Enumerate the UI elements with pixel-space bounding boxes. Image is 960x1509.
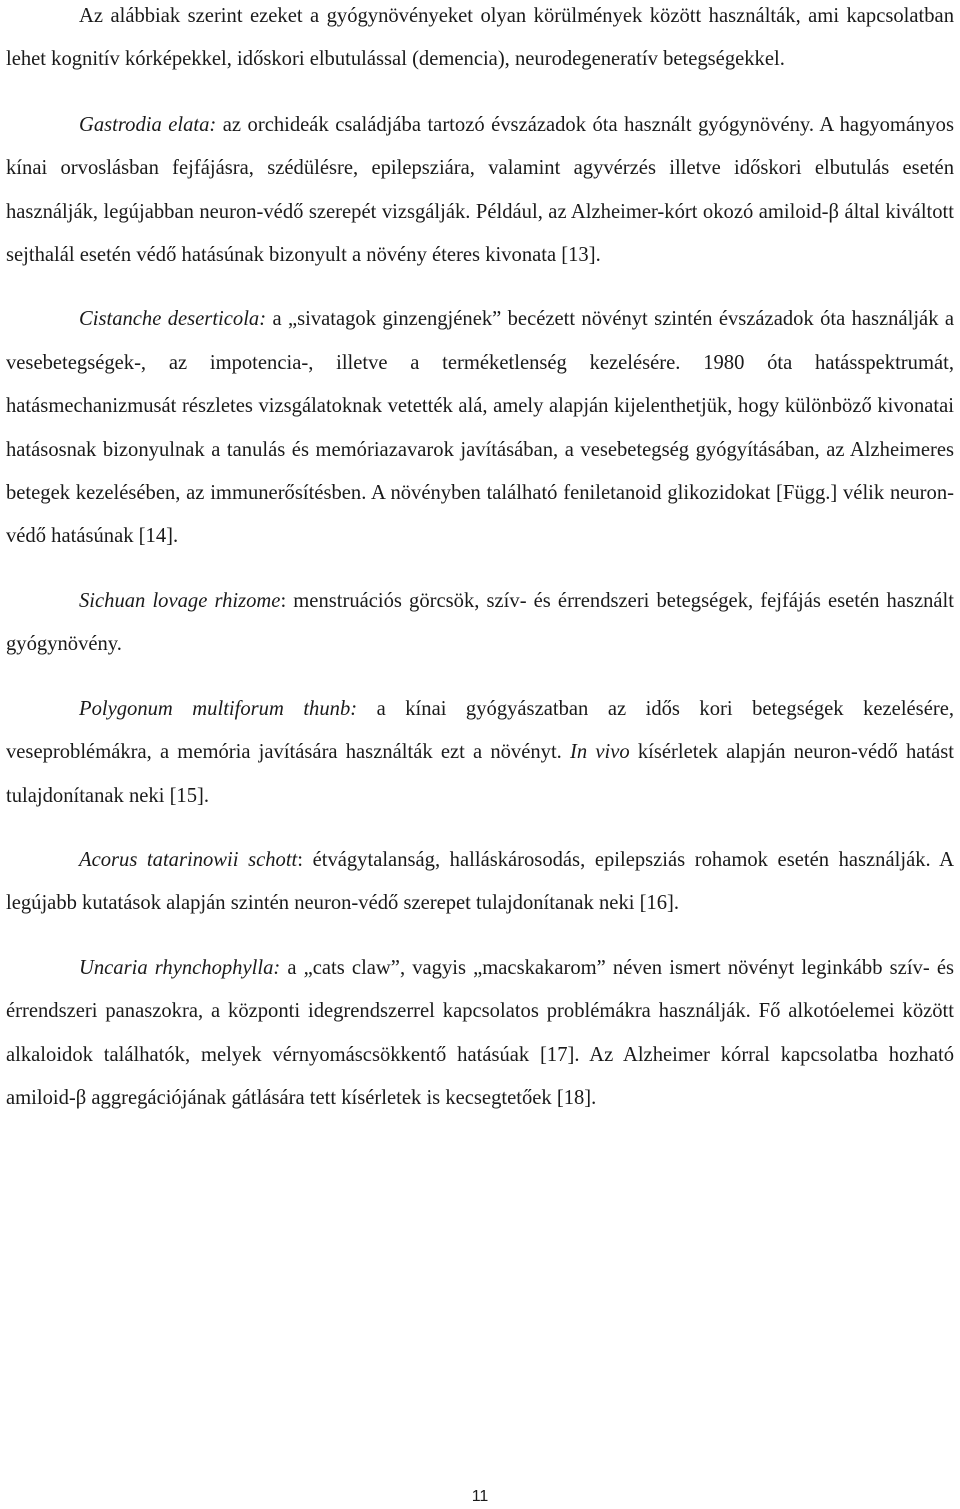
plant-name: Polygonum multiforum thunb: [79,697,358,720]
paragraph-polygonum-multiforum [6,688,954,818]
paragraph-intro [6,0,954,82]
paragraph-acorus-tatarinowii [6,839,954,926]
in-vivo-term: In vivo [570,741,630,764]
paragraph-body: a kínai gyógyászatban az idős kori betegségek kezelésére, veseproblémákra, a memória javítására használták ezt a növényt. [6,697,954,764]
paragraph-uncaria-rhynchophylla [6,947,954,1121]
paragraph-body: : étvágytalanság, halláskárosodás, epilepsziás rohamok esetén használják. A legújabb kutatások alapján szintén neuron-védő szerepet tulajdonítanak neki [16]. [6,848,954,915]
paragraph-body: : menstruációs görcsök, szív- és érrendszeri betegségek, fejfájás esetén használt gyógynövény. [6,589,954,656]
paragraph-gastrodia-elata [6,104,954,278]
plant-name: Cistanche deserticola: [79,308,267,331]
plant-name: Acorus tatarinowii schott [79,848,298,871]
intro-text: Az alábbiak szerint ezeket a gyógynövényeket olyan körülmények között használták, ami kapcsolatban lehet kognitív kórképekkel, időskori elbutulással (demencia), neurodegeneratív betegségekkel. [6,5,954,71]
paragraph-body: a „sivatagok ginzengjének” becézett növényt szintén évszázadok óta használják a vesebetegségek-, az impotencia-, illetve a terméketlenség kezelésére. 1980 óta hatásspektrumát, hatásmechanizmusát részletes vizsgálatoknak vetették alá, amely alapján kijelenthetjük, hogy különböző kivonatai hatásosnak bizonyulnak a tanulás és memóriazavarok javításában, a vesebetegség gyógyításában, az Alzheimeres betegek kezelésében, az immunerősítésben. A növényben található feniletanoid glikozidokat [Függ.] vélik neuron-védő hatásúnak [14]. [6,308,954,548]
plant-name: Gastrodia elata: [79,113,217,136]
page-number: 11 [471,1488,489,1505]
plant-name: Sichuan lovage rhizome [79,589,281,612]
paragraph-cistanche-deserticola [6,298,954,558]
paragraph-body: az orchideák családjába tartozó évszázadok óta használt gyógynövény. A hagyományos kínai orvoslásban fejfájásra, szédülésre, epilepsziára, valamint agyvérzés illetve időskori elbutulás esetén használják, legújabban neuron-védő szerepét vizsgálják. Például, az Alzheimer-kórt okozó amiloid-β által kiváltott sejthalál esetén védő hatásúnak bizonyult a növény éteres kivonata [13]. [6,113,954,267]
paragraph-sichuan-lovage [6,580,954,667]
paragraph-body: a „cats claw”, vagyis „macskakarom” néven ismert növényt leginkább szív- és érrendszeri panaszokra, a központi idegrendszerrel kapcsolatos problémákra használják. Fő alkotóelemei között alkaloidok találhatók, melyek vérnyomáscsökkentő hatásúak [17]. Az Alzheimer kórral kapcsolatba hozható amiloid-β aggregációjának gátlására tett kísérletek is kecsegtetőek [18]. [6,956,954,1109]
paragraph-body-continued: kísérletek alapján neuron-védő hatást tulajdonítanak neki [15]. [6,741,954,807]
document-page [6,0,954,1120]
plant-name: Uncaria rhynchophylla: [79,956,281,979]
